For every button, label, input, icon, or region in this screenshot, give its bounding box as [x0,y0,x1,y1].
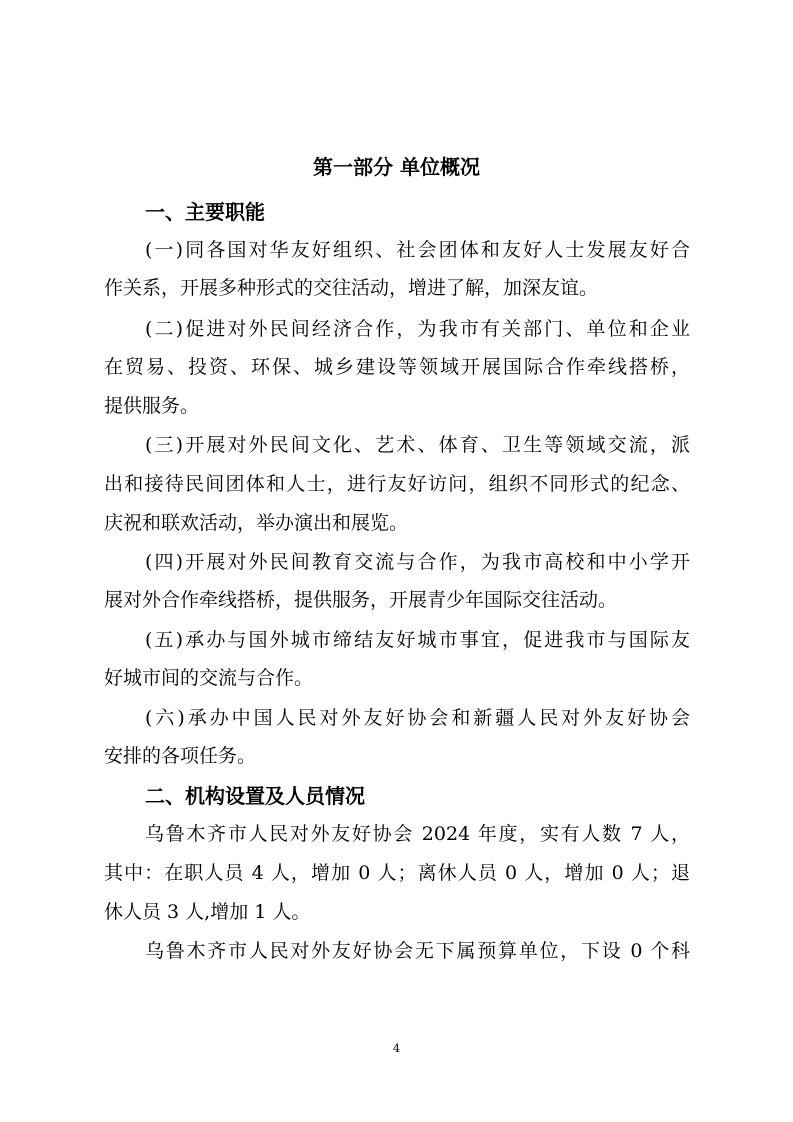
paragraph-line: 在贸易、投资、环保、城乡建设等领域开展国际合作牵线搭桥， [104,356,690,378]
paragraph-line: 安排的各项任务。 [104,745,257,767]
paragraph-line: (五)承办与国外城市缔结友好城市事宜，促进我市与国际友 [145,629,690,651]
paragraph-line: (四)开展对外民间教育交流与合作，为我市高校和中小学开 [145,551,690,573]
paragraph-line: (二)促进对外民间经济合作，为我市有关部门、单位和企业 [145,318,690,340]
paragraph-line: 出和接待民间团体和人士，进行友好访问，组织不同形式的纪念、 [104,473,690,495]
paragraph-line: 展对外合作牵线搭桥，提供服务，开展青少年国际交往活动。 [104,589,618,611]
paragraph-line: 提供服务。 [104,395,200,417]
part-title: 第一部分 单位概况 [313,155,480,179]
paragraph-line: 乌鲁木齐市人民对外友好协会 2024 年度，实有人数 7 人， [145,823,690,845]
paragraph-line: 庆祝和联欢活动，举办演出和展览。 [104,512,409,534]
paragraph-line: (三)开展对外民间文化、艺术、体育、卫生等领域交流，派 [145,434,690,456]
paragraph-line: 休人员 3 人,增加 1 人。 [104,901,311,923]
section-heading-organization-staff: 二、机构设置及人员情况 [145,784,365,808]
paragraph-line: (六)承办中国人民对外友好协会和新疆人民对外友好协会 [145,707,690,729]
section-heading-main-functions: 一、主要职能 [145,200,265,224]
paragraph-line: (一)同各国对华友好组织、社会团体和友好人士发展友好合 [145,239,690,261]
paragraph-line: 好城市间的交流与合作。 [104,667,314,689]
paragraph-line: 作关系，开展多种形式的交往活动，增进了解，加深友谊。 [104,277,599,299]
page-number: 4 [393,1042,400,1055]
paragraph-line: 乌鲁木齐市人民对外友好协会无下属预算单位，下设 0 个科 [145,940,690,962]
paragraph-line: 其中：在职人员 4 人，增加 0 人；离休人员 0 人，增加 0 人；退 [104,862,690,884]
